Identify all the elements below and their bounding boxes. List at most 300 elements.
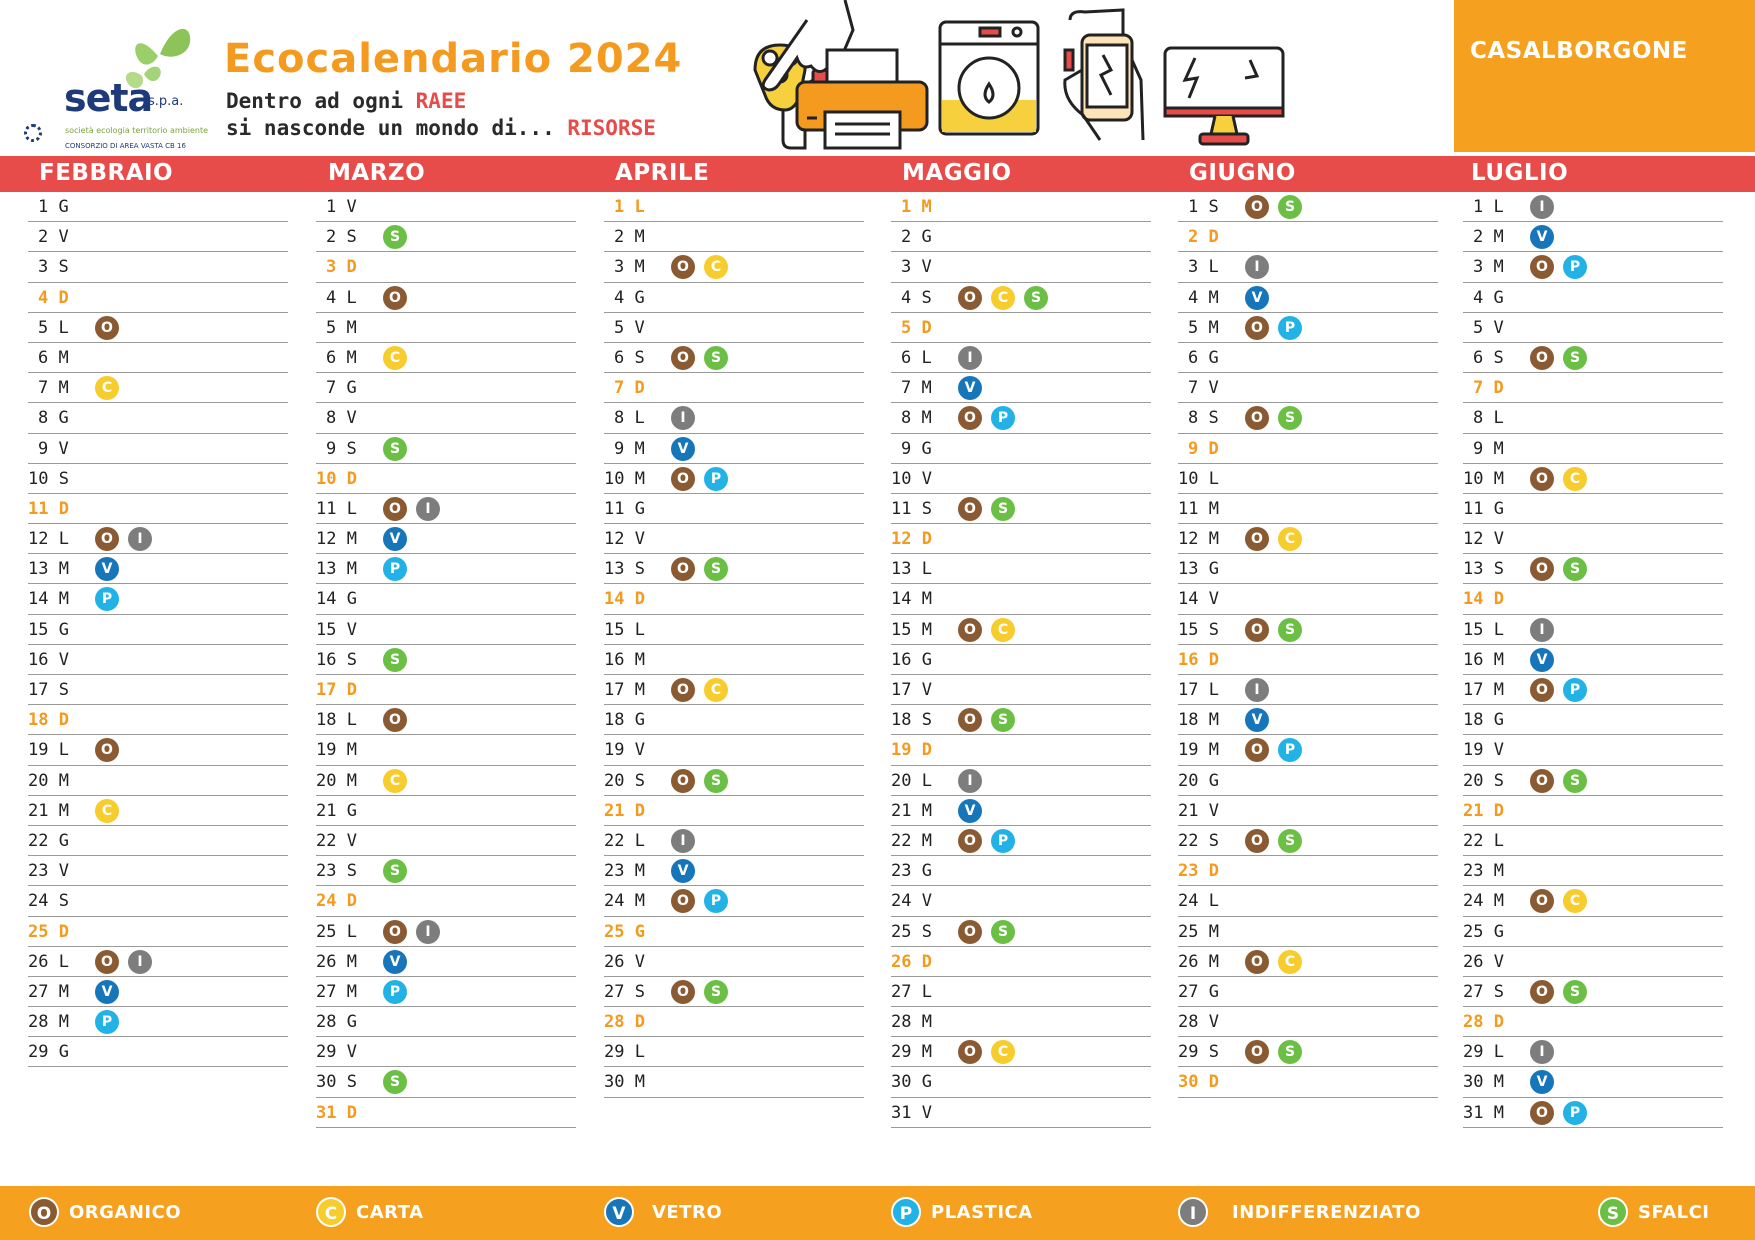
collection-badges [1530,678,1587,702]
badge-o: O [958,829,982,853]
day-row [891,283,1151,313]
day-row [316,705,576,735]
day-row [1178,947,1438,977]
badge-v: V [671,859,695,883]
badge-c: C [991,618,1015,642]
day-row [28,615,288,645]
badge-c: C [1278,950,1302,974]
badge-c: C [1278,527,1302,551]
day-label: 14 D [604,589,645,610]
badge-v: V [1530,648,1554,672]
day-row [604,735,864,765]
badge-v: V [1245,286,1269,310]
day-label: 4 S [901,287,932,308]
subtitle [226,88,656,142]
badge-s: S [704,346,728,370]
collection-badges [1530,1101,1587,1125]
badge-o: O [95,316,119,340]
day-label: 20 M [28,770,69,791]
legend-label: PLASTICA [931,1201,1033,1223]
day-label: 7 D [1473,378,1504,399]
day-label: 24 M [1463,891,1504,912]
badge-s: S [1278,618,1302,642]
badge-p: P [95,587,119,611]
collection-badges [1245,738,1302,762]
day-label: 9 V [38,438,69,459]
collection-badges [958,406,1015,430]
day-label: 21 M [28,800,69,821]
day-row [1463,856,1723,886]
day-row [604,917,864,947]
day-label: 9 M [614,438,645,459]
day-label: 6 M [326,347,357,368]
collection-badges [383,527,407,551]
day-label: 4 M [1188,287,1219,308]
day-row [316,554,576,584]
badge-o: O [958,286,982,310]
day-row [1463,524,1723,554]
day-row [28,735,288,765]
day-row [316,192,576,222]
day-label: 25 G [1463,921,1504,942]
badge-s: S [383,648,407,672]
badge-o: O [383,708,407,732]
day-row [1178,343,1438,373]
day-label: 20 S [1463,770,1504,791]
day-label: 21 G [316,800,357,821]
badge-s: S [1278,195,1302,219]
day-row [28,373,288,403]
day-label: 17 M [604,680,645,700]
day-label: 15 L [604,619,645,640]
badge-p: P [1278,316,1302,340]
badge-s: S [704,980,728,1004]
collection-badges [958,1040,1015,1064]
day-row [1463,886,1723,916]
day-label: 26 M [316,951,357,972]
day-label: 3 M [1473,257,1504,278]
badge-s: S [1278,406,1302,430]
day-label: 8 V [326,408,357,429]
badge-o: O [958,708,982,732]
badge-p: P [704,467,728,491]
day-row [1463,434,1723,464]
day-row [1178,856,1438,886]
day-row [891,615,1151,645]
day-label: 18 L [316,710,357,731]
day-row [28,796,288,826]
collection-badges [383,1070,407,1094]
seta-logo [20,14,209,150]
day-label: 3 M [614,257,645,278]
badge-c: C [383,346,407,370]
day-label: 26 D [891,951,932,972]
day-row [891,826,1151,856]
day-label: 19 V [1463,740,1504,761]
collection-badges [1245,678,1269,702]
day-label: 5 D [901,317,932,338]
day-row [891,856,1151,886]
day-label: 27 L [891,981,932,1002]
badge-o: O [1245,316,1269,340]
day-row [604,403,864,433]
day-row [891,313,1151,343]
legend-item-indifferenziato [1178,1197,1421,1227]
day-label: 30 D [1178,1072,1219,1093]
badge-o: O [671,346,695,370]
collection-badges [383,286,407,310]
day-label: 28 G [316,1012,357,1033]
badge-s: S [704,769,728,793]
month-column [28,192,288,1067]
day-row [891,766,1151,796]
day-row [28,886,288,916]
day-label: 18 M [1178,710,1219,731]
collection-badges [95,527,152,551]
day-row [1178,373,1438,403]
day-label: 6 S [614,347,645,368]
day-label: 14 M [28,589,69,610]
badge-o: O [1245,950,1269,974]
day-row [1463,313,1723,343]
day-row [891,735,1151,765]
badge-c: C [383,769,407,793]
subtitle-2b: RISORSE [567,116,656,140]
day-row [1463,343,1723,373]
day-label: 15 G [28,619,69,640]
collection-badges [958,920,1015,944]
day-row [316,917,576,947]
day-label: 25 L [316,921,357,942]
day-label: 8 L [614,408,645,429]
day-row [1463,766,1723,796]
badge-o: O [1530,557,1554,581]
day-label: 14 M [891,589,932,610]
badge-p: P [991,406,1015,430]
day-row [1463,252,1723,282]
day-label: 6 G [1188,347,1219,368]
collection-badges [1245,1040,1302,1064]
day-row [1463,373,1723,403]
day-label: 18 G [1463,710,1504,731]
day-label: 18 G [604,710,645,731]
day-label: 11 S [891,498,932,519]
day-row [28,554,288,584]
day-row [28,343,288,373]
subtitle-1b: RAEE [415,89,467,113]
badge-c: C [95,799,119,823]
badge-i: I [1245,678,1269,702]
badge-p: P [95,1010,119,1034]
badge-v: V [958,799,982,823]
day-label: 11 D [28,498,69,519]
collection-badges [958,286,1048,310]
subtitle-line-1 [226,88,656,115]
badge-s: S [383,225,407,249]
day-row [891,977,1151,1007]
day-row [28,192,288,222]
day-row [28,826,288,856]
badge-o: O [95,527,119,551]
day-label: 17 D [316,680,357,700]
badge-o: O [1245,1040,1269,1064]
badge-c: C [991,1040,1015,1064]
day-row [891,584,1151,614]
day-label: 23 V [28,861,69,882]
day-label: 4 L [326,287,357,308]
day-label: 17 M [1463,680,1504,700]
day-label: 8 S [1188,408,1219,429]
day-label: 15 M [891,619,932,640]
day-row [1178,222,1438,252]
day-label: 26 L [28,951,69,972]
day-label: 26 V [604,951,645,972]
day-row [1178,705,1438,735]
day-row [316,313,576,343]
badge-s: S [383,859,407,883]
badge-c: C [1563,889,1587,913]
badge-o: O [671,769,695,793]
day-row [891,886,1151,916]
badge-o: O [671,467,695,491]
badge-o: O [1530,346,1554,370]
day-row [891,675,1151,705]
badge-i: I [671,829,695,853]
day-row [1463,554,1723,584]
day-row [28,584,288,614]
day-label: 16 M [1463,649,1504,670]
badge-i: I [671,406,695,430]
day-row [891,343,1151,373]
badge-o: O [1530,769,1554,793]
day-row [604,222,864,252]
day-label: 12 M [1178,529,1219,550]
collection-badges [1245,527,1302,551]
day-label: 22 L [604,830,645,851]
day-row [1178,615,1438,645]
day-label: 15 S [1178,619,1219,640]
collection-badges [1530,648,1554,672]
day-row [1178,403,1438,433]
day-label: 8 L [1473,408,1504,429]
town-name: CASALBORGONE [1470,38,1688,64]
day-label: 1 S [1188,197,1219,217]
day-label: 7 M [901,378,932,399]
day-row [1463,826,1723,856]
collection-badges [671,829,695,853]
badge-v: V [95,557,119,581]
day-label: 5 V [614,317,645,338]
day-label: 1 L [614,197,645,217]
day-row [891,1067,1151,1097]
day-row [316,735,576,765]
day-label: 12 V [604,529,645,550]
day-row [28,675,288,705]
badge-v: V [671,437,695,461]
day-row [604,373,864,403]
legend-label: INDIFFERENZIATO [1232,1201,1421,1223]
day-row [1178,1067,1438,1097]
badge-o: O [1245,618,1269,642]
collection-badges [95,587,119,611]
day-label: 16 S [316,649,357,670]
day-label: 12 M [316,529,357,550]
day-row [1178,1037,1438,1067]
badge-o: O [1245,829,1269,853]
day-row [316,826,576,856]
day-label: 13 M [28,559,69,580]
badge-o: O [671,980,695,1004]
badge-p: P [383,557,407,581]
day-label: 3 D [326,257,357,278]
badge-s: S [1598,1197,1628,1227]
collection-badges [383,437,407,461]
collection-badges [1245,950,1302,974]
day-label: 11 G [604,498,645,519]
month-header-bar [0,156,1755,192]
collection-badges [671,889,728,913]
day-row [28,403,288,433]
collection-badges [1530,769,1587,793]
badge-c: C [95,376,119,400]
collection-badges [95,799,119,823]
collection-badges [95,1010,119,1034]
day-label: 17 V [891,680,932,700]
day-label: 3 L [1188,257,1219,278]
day-row [604,1007,864,1037]
day-label: 30 M [604,1072,645,1093]
day-row [316,1098,576,1128]
subtitle-1a: Dentro ad ogni [226,89,416,113]
day-label: 13 S [1463,559,1504,580]
collection-badges [1245,286,1269,310]
day-row [1463,735,1723,765]
collection-badges [1530,889,1587,913]
day-row [28,1007,288,1037]
day-row [28,856,288,886]
day-label: 19 M [316,740,357,761]
collection-badges [1530,255,1587,279]
collection-badges [671,406,695,430]
badge-i: I [1530,195,1554,219]
badge-v: V [604,1197,634,1227]
title-year: 2024 [567,36,683,82]
day-row [1178,494,1438,524]
day-row [316,856,576,886]
legend-label: SFALCI [1638,1201,1710,1223]
badge-o: O [671,678,695,702]
header [0,0,1755,156]
day-label: 6 M [38,347,69,368]
badge-s: S [991,497,1015,521]
day-row [604,1067,864,1097]
collection-badges [671,557,728,581]
day-label: 21 D [604,800,645,821]
collection-badges [383,769,407,793]
collection-badges [1245,708,1269,732]
collection-badges [1530,1070,1554,1094]
day-label: 10 S [28,468,69,489]
day-label: 3 V [901,257,932,278]
day-label: 26 V [1463,951,1504,972]
day-row [316,373,576,403]
day-row [891,554,1151,584]
badge-c: C [704,678,728,702]
month-name: APRILE [615,160,710,186]
badge-o: O [95,950,119,974]
day-label: 24 D [316,891,357,912]
day-label: 17 L [1178,680,1219,700]
day-row [1463,1007,1723,1037]
badge-p: P [1563,255,1587,279]
day-label: 2 G [901,227,932,248]
collection-badges [1530,195,1554,219]
day-row [28,645,288,675]
day-label: 27 S [1463,981,1504,1002]
day-row [604,1037,864,1067]
collection-badges [958,769,982,793]
day-label: 16 D [1178,649,1219,670]
day-row [891,917,1151,947]
day-row [891,1098,1151,1128]
badge-v: V [1530,225,1554,249]
collection-badges [671,980,728,1004]
day-row [1178,524,1438,554]
badge-o: O [671,557,695,581]
badge-i: I [1530,618,1554,642]
day-row [1178,464,1438,494]
day-label: 8 M [901,408,932,429]
collection-badges [95,980,119,1004]
collection-badges [383,980,407,1004]
badge-i: I [1530,1040,1554,1064]
day-label: 16 G [891,649,932,670]
day-label: 3 S [38,257,69,278]
day-row [1178,826,1438,856]
day-label: 13 L [891,559,932,580]
day-row [316,1037,576,1067]
logo-suffix: s.p.a. [148,94,184,109]
day-label: 31 D [316,1102,357,1123]
collection-badges [1245,255,1269,279]
day-row [316,796,576,826]
day-row [28,705,288,735]
day-label: 10 M [1463,468,1504,489]
day-row [891,494,1151,524]
day-row [891,373,1151,403]
collection-badges [95,376,119,400]
day-row [891,1037,1151,1067]
day-row [316,1007,576,1037]
day-label: 5 V [1473,317,1504,338]
badge-o: O [29,1197,59,1227]
title-text: Ecocalendario [224,36,553,82]
day-row [1178,434,1438,464]
legend-bar [0,1186,1755,1240]
day-label: 21 D [1463,800,1504,821]
badge-c: C [704,255,728,279]
day-row [28,977,288,1007]
day-label: 7 D [614,378,645,399]
day-row [1463,645,1723,675]
badge-i: I [958,346,982,370]
day-row [891,645,1151,675]
month-name: MARZO [328,160,426,186]
day-label: 31 V [891,1102,932,1123]
day-label: 10 L [1178,468,1219,489]
appliance-illustrations [745,0,1425,156]
day-label: 5 M [326,317,357,338]
